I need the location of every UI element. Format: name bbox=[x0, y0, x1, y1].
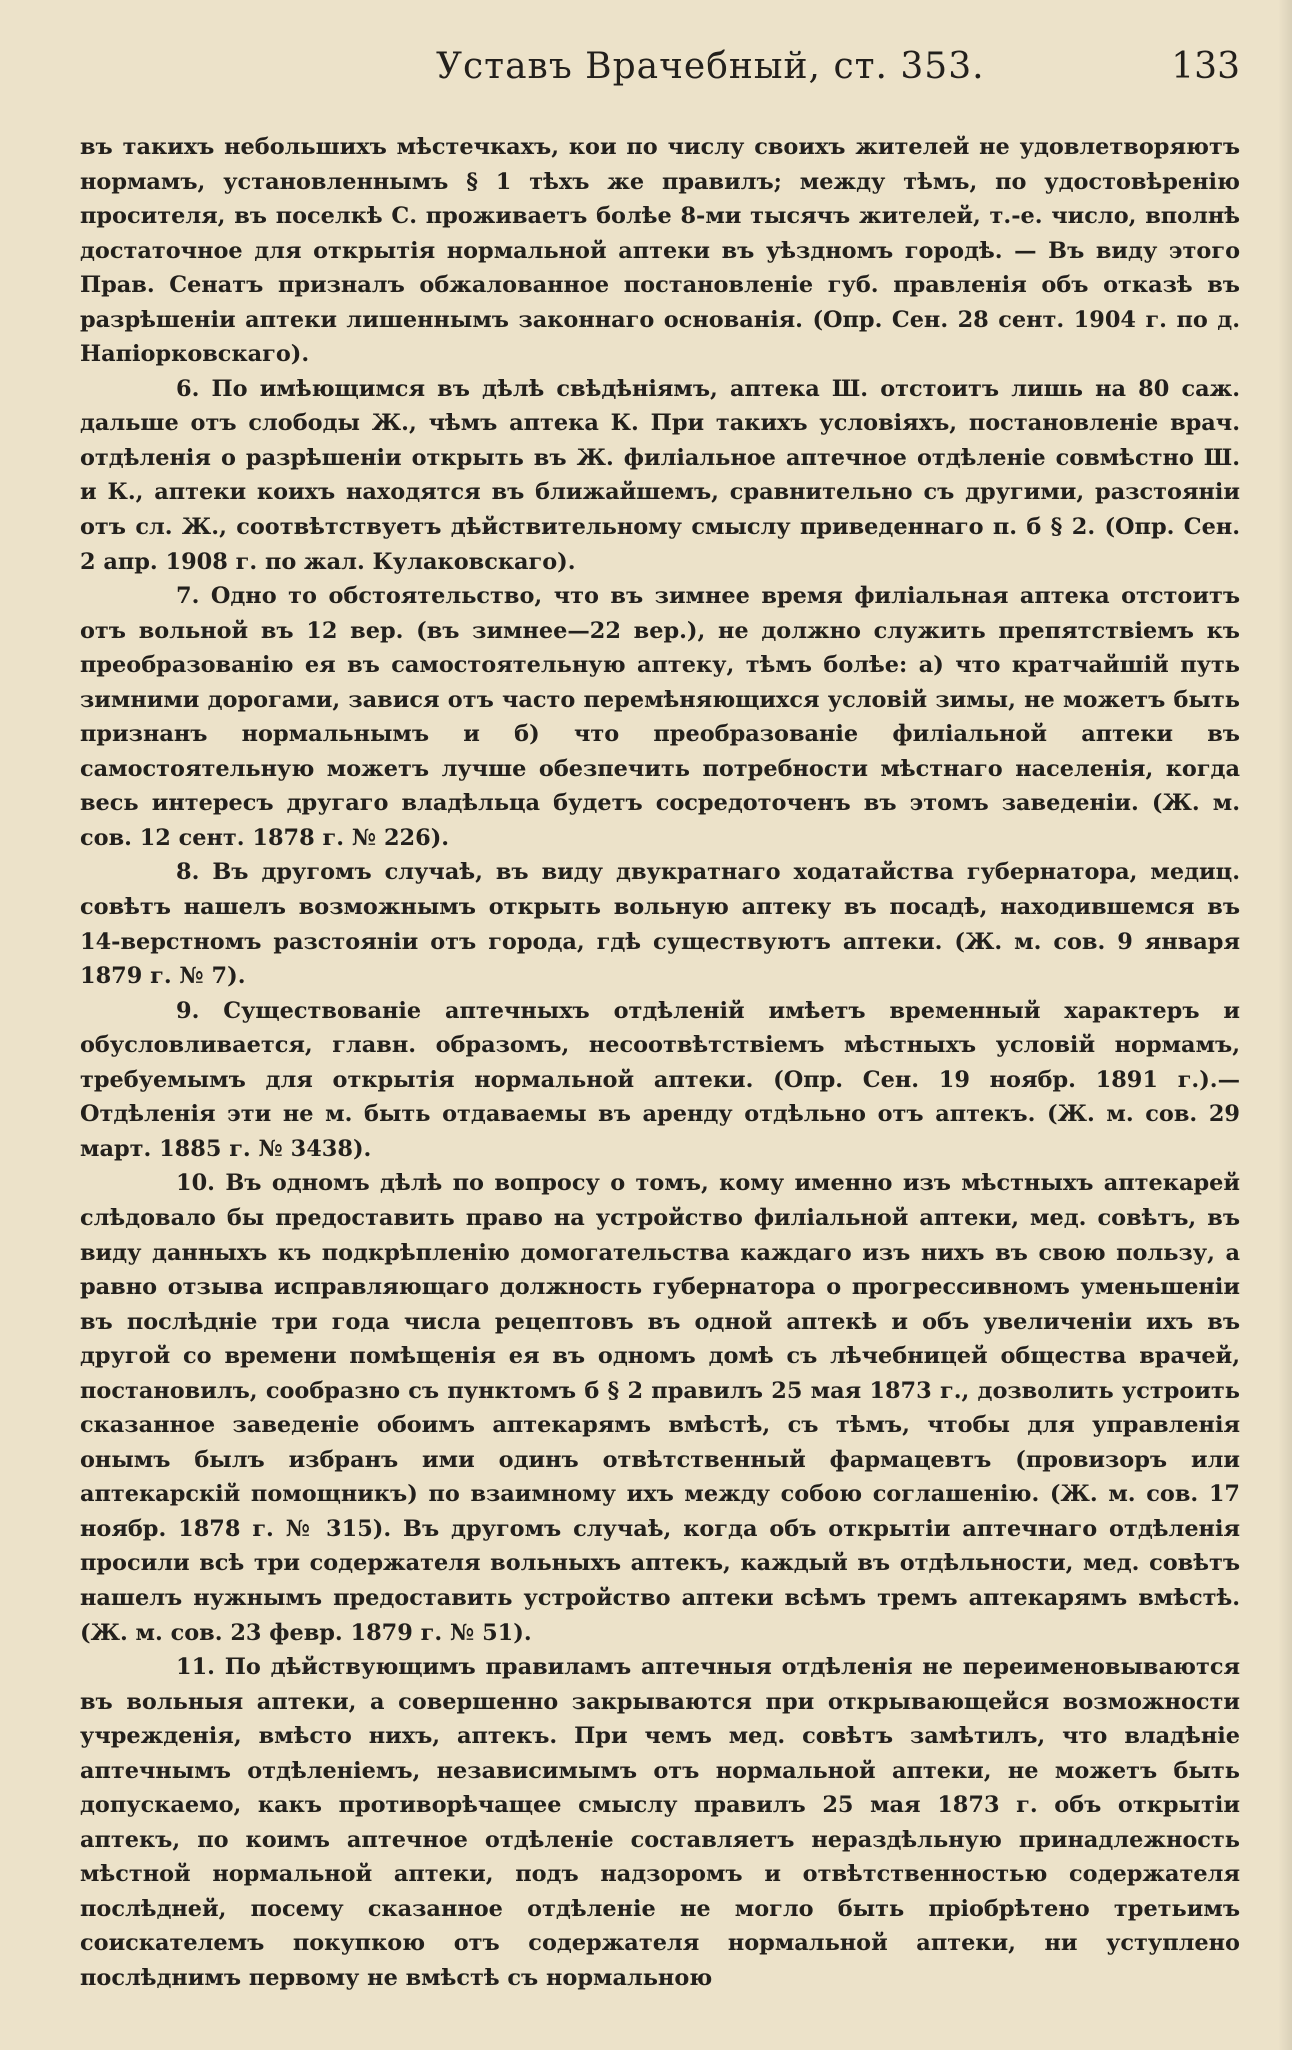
page-number: 133 bbox=[1171, 46, 1240, 87]
body-text bbox=[80, 130, 1240, 1996]
paragraph-8: 8. Въ другомъ случаѣ, въ виду двукратнаго ходатайства губернатора, медиц. совѣтъ нашелъ возможнымъ открыть вольную аптеку въ посадѣ, находившемся въ 14-верстномъ разстояніи отъ города, гдѣ существуютъ аптеки. (Ж. м. сов. 9 января 1879 г. № 7). bbox=[80, 859, 1240, 990]
paragraph-11: 11. По дѣйствующимъ правиламъ аптечныя отдѣленія не переименовываются въ вольныя аптеки, а совершенно закрываются при открывающейся возможности учрежденія, вмѣсто нихъ, аптекъ. При чемъ мед. совѣтъ замѣтилъ, что владѣніе аптечнымъ отдѣленіемъ, независимымъ отъ нормальной аптеки, не можетъ быть допускаемо, какъ противорѣчащее смыслу правилъ 25 мая 1873 г. объ открытіи аптекъ, по коимъ аптечное отдѣленіе составляетъ нераздѣльную принадлежность мѣстной нормальной аптеки, подъ надзоромъ и отвѣтственностью содержателя послѣдней, посему сказанное отдѣленіе не могло быть пріобрѣтено третьимъ соискателемъ покупкою отъ содержателя нормальной аптеки, ни уступлено послѣднимъ первому не вмѣстѣ съ нормальною bbox=[80, 1654, 1240, 1991]
paragraph-9: 9. Существованіе аптечныхъ отдѣленій имѣетъ временный характеръ и обусловливается, главн. образомъ, несоотвѣтствіемъ мѣстныхъ условій нормамъ, требуемымъ для открытія нормальной аптеки. (Опр. Сен. 19 ноябр. 1891 г.).—Отдѣленія эти не м. быть отдаваемы въ аренду отдѣльно отъ аптекъ. (Ж. м. сов. 29 март. 1885 г. № 3438). bbox=[80, 997, 1240, 1162]
running-head bbox=[80, 46, 1240, 96]
paragraph-6: 6. По имѣющимся въ дѣлѣ свѣдѣніямъ, аптека Ш. отстоитъ лишь на 80 саж. дальше отъ слободы Ж., чѣмъ аптека К. При такихъ условіяхъ, постановленіе врач. отдѣленія о разрѣшеніи открыть въ Ж. филіальное аптечное отдѣленіе совмѣстно Ш. и К., аптеки коихъ находятся въ ближайшемъ, сравнительно съ другими, разстояніи отъ сл. Ж., соотвѣтствуетъ дѣйствительному смыслу приведеннаго п. б § 2. (Опр. Сен. 2 апр. 1908 г. по жал. Кулаковскаго). bbox=[80, 375, 1240, 575]
running-title: Уставъ Врачебный, ст. 353. bbox=[436, 46, 985, 87]
paragraph-continuation: въ такихъ небольшихъ мѣстечкахъ, кои по числу своихъ жителей не удовлетворяютъ нормамъ, установленнымъ § 1 тѣхъ же правилъ; между тѣмъ, по удостовѣренію просителя, въ поселкѣ С. проживаетъ болѣе 8-ми тысячъ жителей, т.-е. число, вполнѣ достаточное для открытія нормальной аптеки въ уѣздномъ городѣ. — Въ виду этого Прав. Сенатъ призналъ обжалованное постановленіе губ. правленія объ отказѣ въ разрѣшеніи аптеки лишеннымъ законнаго основанія. (Опр. Сен. 28 сент. 1904 г. по д. Напіорковскаго). bbox=[80, 134, 1240, 368]
paragraph-10: 10. Въ одномъ дѣлѣ по вопросу о томъ, кому именно изъ мѣстныхъ аптекарей слѣдовало бы предоставить право на устройство филіальной аптеки, мед. совѣтъ, въ виду данныхъ къ подкрѣпленію домогательства каждаго изъ нихъ въ свою пользу, а равно отзыва исправляющаго должность губернатора о прогрессивномъ уменьшеніи въ послѣдніе три года числа рецептовъ въ одной аптекѣ и объ увеличеніи ихъ въ другой со времени помѣщенія ея въ одномъ домѣ съ лѣчебницей общества врачей, постановилъ, сообразно съ пунктомъ б § 2 правилъ 25 мая 1873 г., дозволить устроить сказанное заведеніе обоимъ аптекарямъ вмѣстѣ, съ тѣмъ, чтобы для управленія онымъ былъ избранъ ими одинъ отвѣтственный фармацевтъ (провизоръ или аптекарскій помощникъ) по взаимному ихъ между собою соглашенію. (Ж. м. сов. 17 ноябр. 1878 г. № 315). Въ другомъ случаѣ, когда объ открытіи аптечнаго отдѣленія просили всѣ три содержателя вольныхъ аптекъ, каждый въ отдѣльности, мед. совѣтъ нашелъ нужнымъ предоставить устройство аптеки всѣмъ тремъ аптекарямъ вмѣстѣ. (Ж. м. сов. 23 февр. 1879 г. № 51). bbox=[80, 1170, 1240, 1646]
paragraph-7: 7. Одно то обстоятельство, что въ зимнее время филіальная аптека отстоитъ отъ вольной въ 12 вер. (въ зимнее—22 вер.), не должно служить препятствіемъ къ преобразованію ея въ самостоятельную аптеку, тѣмъ болѣе: а) что кратчайшій путь зимними дорогами, завися отъ часто перемѣняющихся условій зимы, не можетъ быть признанъ нормальнымъ и б) что преобразованіе филіальной аптеки въ самостоятельную можетъ лучше обезпечить потребности мѣстнаго населенія, когда весь интересъ другаго владѣльца будетъ сосредоточенъ въ этомъ заведеніи. (Ж. м. сов. 12 сент. 1878 г. № 226). bbox=[80, 583, 1240, 851]
